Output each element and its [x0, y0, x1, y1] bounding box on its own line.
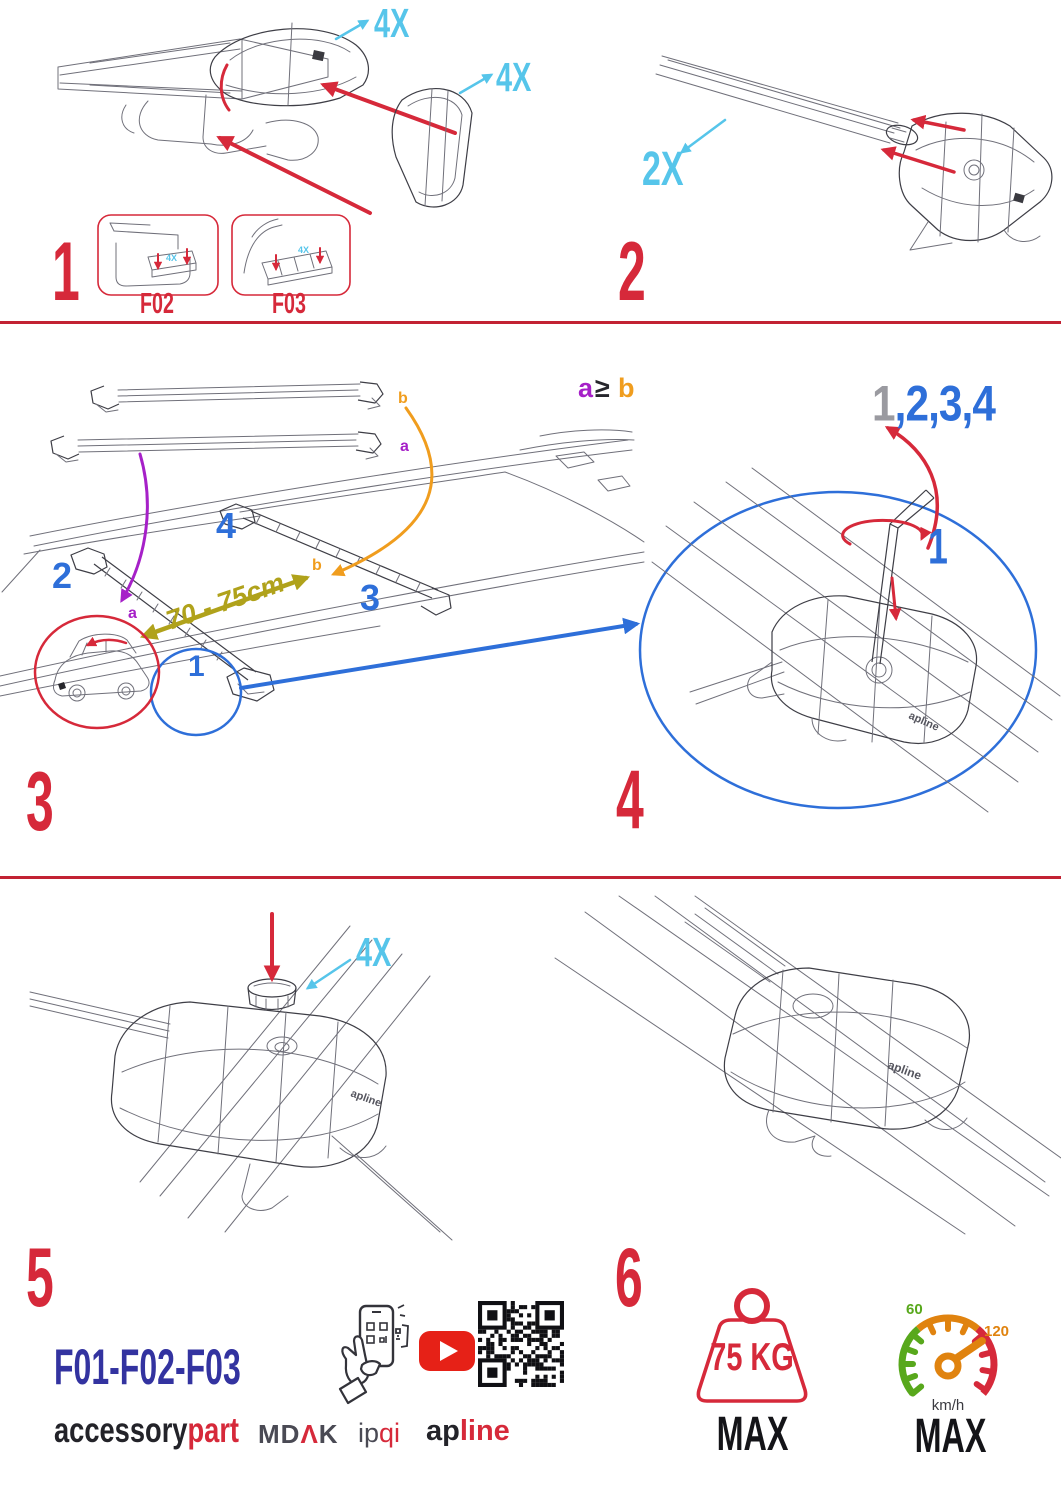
roof-label-a: a [128, 605, 137, 622]
step4-number: 4 [616, 752, 643, 847]
clamp-foot-art [122, 95, 318, 160]
weight-limit-icon [676, 1282, 828, 1414]
box-label-f03: F03 [272, 288, 306, 321]
tighten-sequence [872, 374, 995, 432]
svg-text:4X: 4X [374, 1, 410, 47]
qty-label-a [374, 1, 410, 46]
pos-2: 2 [52, 555, 73, 596]
step5-illustration [20, 896, 535, 1234]
svg-text:2X: 2X [642, 141, 684, 196]
guide-curve-a [122, 454, 147, 600]
rails-art [555, 896, 1061, 1234]
red-arrow-cover [324, 85, 455, 133]
speed-unit: km/h [931, 1397, 965, 1414]
clamp-art [111, 1002, 386, 1210]
bar-a-label: a [400, 438, 409, 455]
part-box-f02 [98, 215, 218, 320]
zoom-circle [640, 492, 1036, 808]
step4-illustration [632, 362, 1061, 867]
svg-text:a: a [578, 373, 594, 403]
brand-accessorypart: accessorypart [54, 1410, 240, 1451]
distance-label [162, 567, 288, 635]
rails-art [652, 468, 1060, 812]
car-direction-arrow [88, 640, 126, 645]
pos-1: 1 [188, 650, 205, 683]
clamp-brand: apline [885, 1057, 924, 1083]
box-label-f02: F02 [140, 288, 174, 321]
end-cap-art [392, 89, 472, 207]
speed-max-label: MAX [914, 1410, 987, 1464]
clamp-brand: apline [906, 709, 941, 734]
section-divider-2 [0, 876, 1061, 879]
clamp-brand: apline [348, 1087, 383, 1110]
red-trace [221, 65, 229, 110]
clamp-foot-art [899, 113, 1052, 250]
clamp-zoom-art [748, 596, 977, 744]
step1-illustration [30, 1, 570, 321]
qty-label [356, 930, 392, 975]
qty-label-b [496, 55, 532, 100]
car-direction-inset [35, 616, 159, 728]
sequence-first: 1 [872, 375, 895, 432]
box-qty: 4X [298, 245, 310, 255]
step2-illustration [610, 10, 1060, 319]
speed-low: 60 [906, 1301, 923, 1318]
sequence-rest: ,2,3,4 [894, 375, 995, 432]
loose-bar-b [91, 382, 383, 412]
weight-max-label: MAX [716, 1408, 789, 1462]
step3-number: 3 [26, 754, 53, 849]
red-arrow-foot [220, 138, 370, 213]
sequence-pos-1: 1 [928, 518, 948, 575]
svg-text:4X: 4X [356, 930, 392, 976]
qty-arrow [682, 120, 725, 152]
brand-ipqi: ipqi [358, 1418, 401, 1448]
gauge-needle [954, 1341, 982, 1360]
svg-text:70 - 75cm: 70 - 75cm [162, 567, 289, 636]
loose-bar-a [51, 432, 381, 462]
qty-label [642, 141, 684, 195]
bar-b-label: b [398, 390, 408, 407]
svg-text:4X: 4X [496, 55, 532, 101]
part-codes: F01-F02-F03 [54, 1340, 241, 1395]
scan-marks [396, 1305, 408, 1347]
bar-end-art [58, 39, 328, 99]
section-divider-1 [0, 321, 1061, 324]
press-arrow [892, 578, 896, 618]
svg-text:75 KG: 75 KG [710, 1335, 794, 1380]
brand-apline: apline [426, 1415, 510, 1447]
brand-chip [312, 50, 325, 61]
qty-arrow-a [336, 21, 367, 39]
detail-arrow [241, 624, 636, 688]
crossbar-art [656, 56, 920, 148]
svg-text:b: b [618, 373, 635, 403]
clamp-art [724, 968, 969, 1156]
step6-illustration [545, 896, 1061, 1234]
roof-label-b: b [312, 557, 322, 574]
speed-high: 120 [984, 1323, 1010, 1340]
box-qty: 4X [166, 253, 178, 263]
qty-arrow-b [460, 75, 491, 93]
gauge-hub [938, 1356, 958, 1376]
brand-mdak: MDΛK [258, 1419, 339, 1449]
step6-number: 6 [615, 1230, 642, 1325]
svg-text:≥: ≥ [595, 373, 610, 403]
guide-curve-b [334, 408, 432, 574]
length-rule [578, 373, 635, 403]
roof-art [0, 430, 644, 696]
step1-number: 1 [52, 224, 79, 319]
step5-number: 5 [26, 1230, 53, 1325]
pos-3: 3 [360, 577, 381, 618]
cap-plug-art [248, 979, 296, 1010]
youtube-icon [418, 1330, 476, 1372]
red-arrow-top [914, 120, 964, 130]
weight-value [710, 1336, 794, 1379]
qr-code [478, 1301, 564, 1387]
speed-limit-icon [878, 1286, 1023, 1418]
step2-number: 2 [618, 224, 645, 319]
rotate-arrow [843, 520, 923, 544]
step3-illustration [0, 340, 645, 872]
phone-scan-icon [330, 1303, 418, 1407]
pos-4: 4 [216, 505, 237, 546]
part-box-f03 [232, 215, 350, 320]
